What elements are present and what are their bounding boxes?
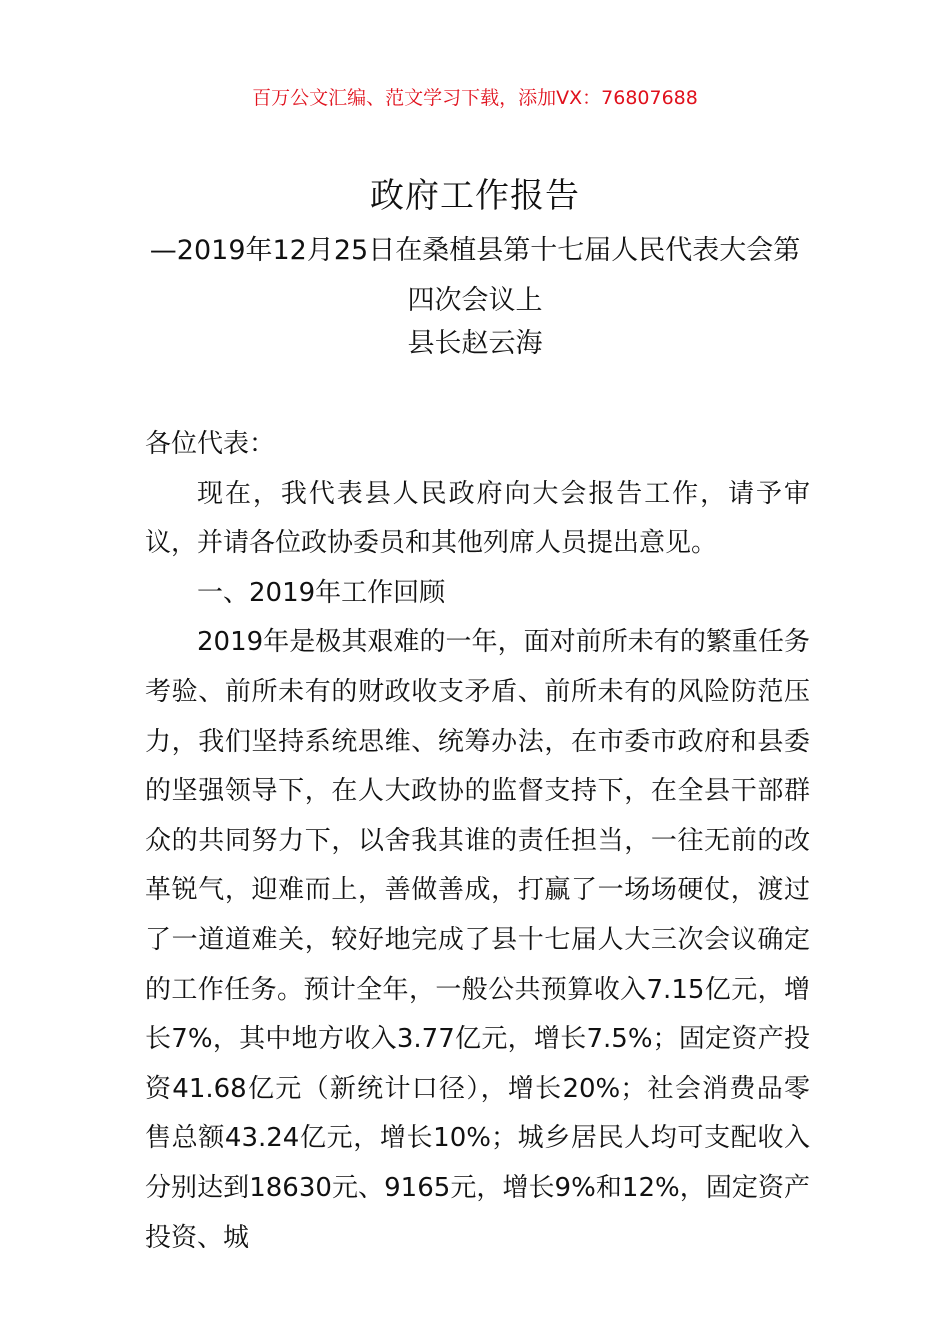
section-heading: 一、2019年工作回顾 — [197, 577, 446, 608]
body-paragraph: 2019年是极其艰难的一年，面对前所未有的繁重任务考验、前所未有的财政收支矛盾、前所未有的风险防范压力，我们坚持系统思维、统筹办法，在市委市政府和县委的坚强领导下，在人大政协的监督支持下，在全县干部群众的共同努力下，以舍我其谁的责任担当，一往无前的改革锐气，迎难而上，善做善成，打赢了一场场硬仗，渡过了一道道难关，较好地完成了县十七届人大三次会议确定的工作任务。预计全年，一般公共预算收入7.15亿元，增长7%，其中地方收入3.77亿元，增长7.5%；固定资产投资41.68亿元（新统计口径），增长20%；社会消费品零售总额43.24亿元，增长10%；城乡居民人均可支配收入分别达到18630元、9165元，增长9%和12%，固定资产投资、城 — [145, 627, 810, 1253]
body-paragraph: 现在，我代表县人民政府向大会报告工作，请予审议，并请各位政协委员和其他列席人员提出意见。 — [145, 478, 810, 559]
document-body — [145, 420, 810, 1263]
header-note: 百万公文汇编、范文学习下载，添加VX：76807688 — [252, 87, 698, 109]
salutation: 各位代表： — [145, 429, 276, 459]
document-subtitle: —2019年12月25日在桑植县第十七届人民代表大会第四次会议上 — [149, 235, 801, 316]
document-title: 政府工作报告 — [370, 176, 580, 216]
document-author: 县长赵云海 — [407, 328, 543, 359]
